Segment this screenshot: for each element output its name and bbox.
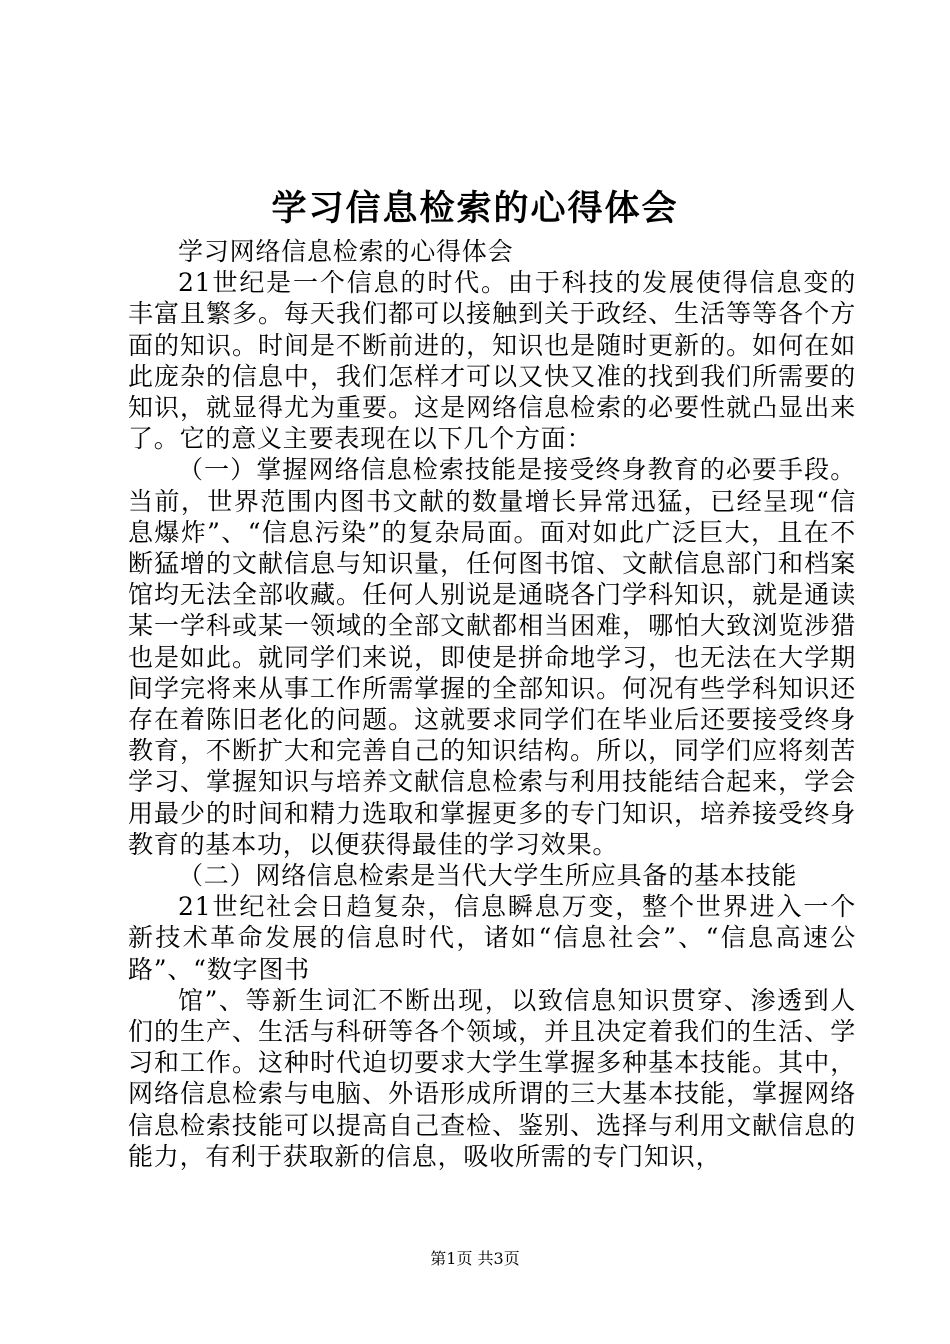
section-two-paragraph: 21世纪社会日趋复杂，信息瞬息万变，整个世界进入一个新技术革命发展的信息时代，诸如“信息社会”、“信息高速公路”、“数字图书 <box>128 892 856 984</box>
section-two-continued-paragraph: 馆”、等新生词汇不断出现，以致信息知识贯穿、渗透到人们的生产、生活与科研等各个领域，并且决定着我们的生活、学习和工作。这种时代迫切要求大学生掌握多种基本技能。其中，网络信息检索与电脑、外语形成所谓的三大基本技能，掌握网络信息检索技能可以提高自己查检、鉴别、选择与利用文献信息的能力，有利于获取新的信息，吸收所需的专门知识， <box>128 985 856 1171</box>
subtitle-paragraph: 学习网络信息检索的心得体会 <box>178 237 514 266</box>
document-title: 学习信息检索的心得体会 <box>271 188 679 229</box>
section-one-paragraph: （一）掌握网络信息检索技能是接受终身教育的必要手段。当前，世界范围内图书文献的数量增长异常迅猛，已经呈现“信息爆炸”、“信息污染”的复杂局面。面对如此广泛巨大，且在不断猛增的文献信息与知识量，任何图书馆、文献信息部门和档案馆均无法全部收藏。任何人别说是通晓各门学科知识，就是通读某一学科或某一领域的全部文献都相当困难，哪怕大致浏览涉猎也是如此。就同学们来说，即使是拼命地学习，也无法在大学期间学完将来从事工作所需掌握的全部知识。何况有些学科知识还存在着陈旧老化的问题。这就要求同学们在毕业后还要接受终身教育，不断扩大和完善自己的知识结构。所以，同学们应将刻苦学习、掌握知识与培养文献信息检索与利用技能结合起来，学会用最少的时间和精力选取和掌握更多的专门知识，培养接受终身教育的基本功，以便获得最佳的学习效果。 <box>128 455 856 859</box>
intro-paragraph: 21世纪是一个信息的时代。由于科技的发展使得信息变的丰富且繁多。每天我们都可以接触到关于政经、生活等等各个方面的知识。时间是不断前进的，知识也是随时更新的。如何在如此庞杂的信息中，我们怎样才可以又快又准的找到我们所需要的知识，就显得尤为重要。这是网络信息检索的必要性就凸显出来了。它的意义主要表现在以下几个方面： <box>128 268 856 454</box>
section-two-heading: （二）网络信息检索是当代大学生所应具备的基本技能 <box>178 861 798 891</box>
page-number-footer: 第1页 共3页 <box>430 1249 520 1268</box>
document-body <box>128 236 856 1172</box>
